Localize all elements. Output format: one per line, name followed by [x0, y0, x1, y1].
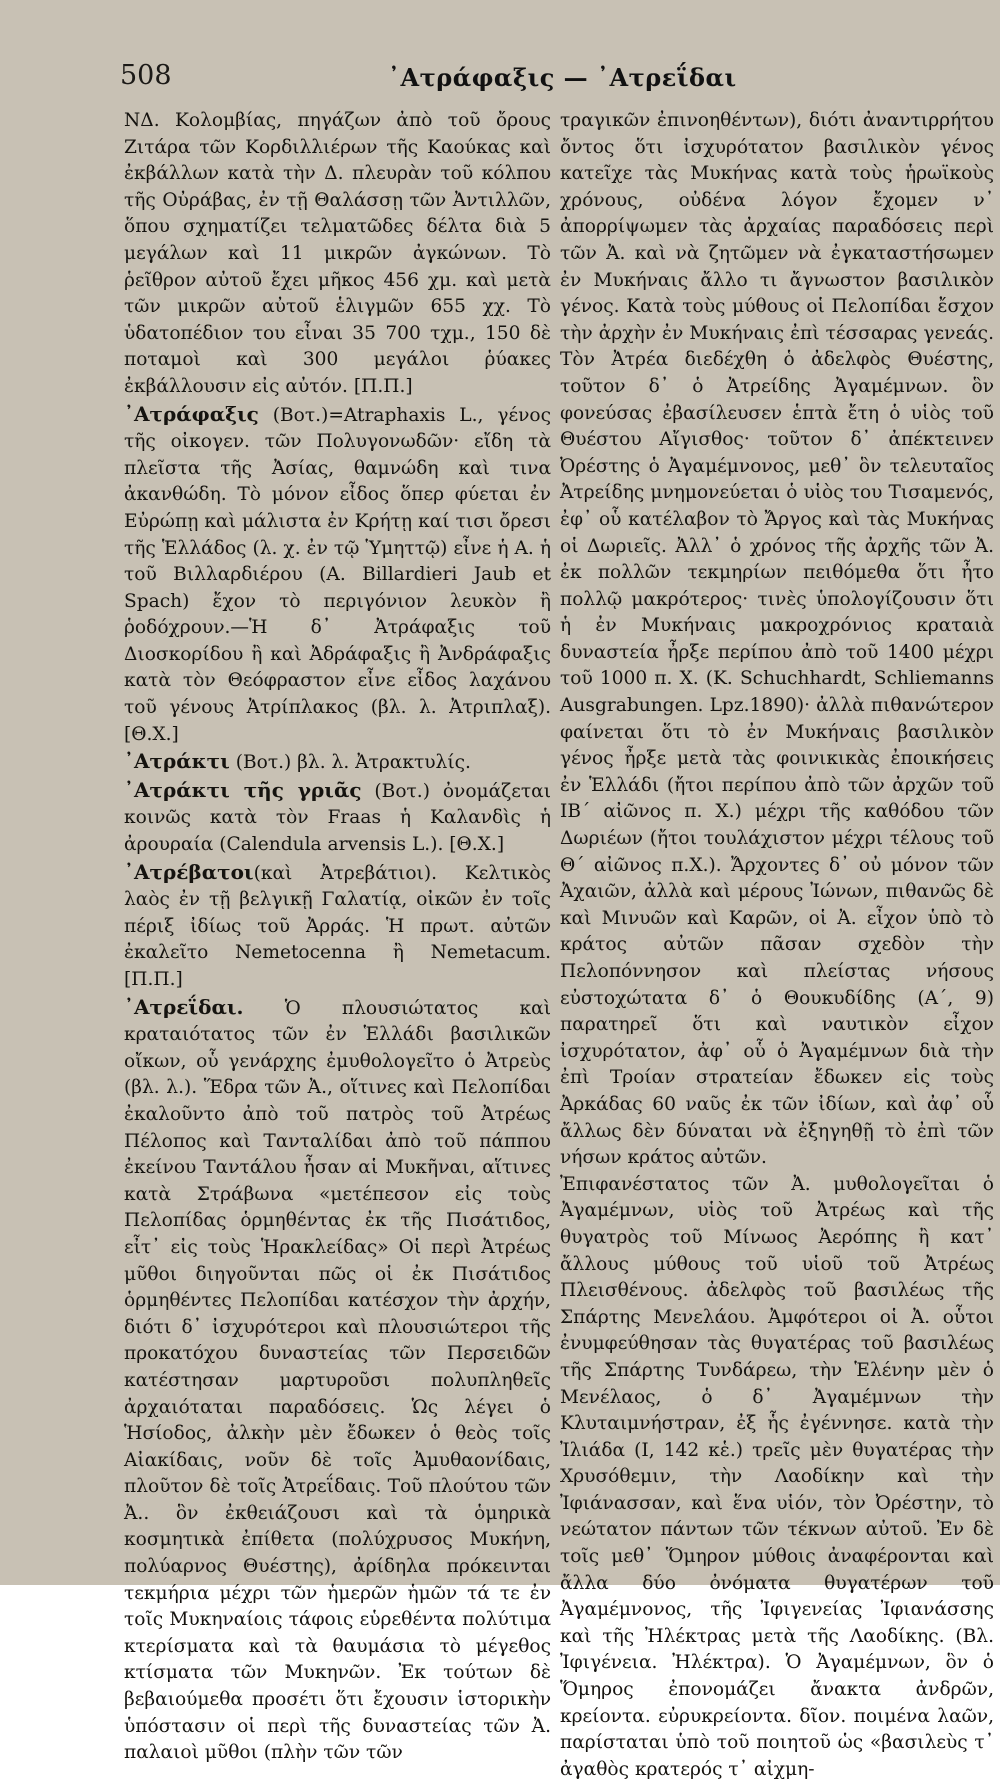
entry-atrakti-tis-grias: [124, 777, 551, 859]
entry-continuation: ΝΔ. Κολομβίας, πηγάζων ἀπὸ τοῦ ὄρους Ζιτάρα τῶν Κορδιλλιέρων τῆς Καούκας καὶ ἐκβάλλων κατὰ τὴν Δ. πλευρὰν τοῦ κόλπου τῆς Οὐράβας, ἐν τῇ Θαλάσσῃ τῶν Ἀντιλλῶν, ὅπου σχηματίζει τελματῶδες δέλτα διὰ 5 μεγάλων καὶ 11 μικρῶν ἀγκώνων. Τὸ ῥεῖθρον αὐτοῦ ἔχει μῆκος 456 χμ. καὶ μετὰ τῶν μικρῶν αὐτοῦ ἑλιγμῶν 655 χχ. Τὸ ὑδατοπέδιον του εἶναι 35 700 τχμ., 150 δὲ ποταμοὶ καὶ 300 μεγάλοι ῥύακες ἐκβάλλουσιν εἰς αὐτόν. [Π.Π.]: [124, 110, 551, 397]
page-header: [120, 60, 910, 94]
paragraph: Ἐπιφανέστατος τῶν Ἀ. μυθολογεῖται ὁ Ἀγαμέμνων, υἱὸς τοῦ Ἀτρέως καὶ τῆς θυγατρὸς τοῦ Μίνωος Ἀερόπης ἢ κατ᾽ ἄλλους μύθους τοῦ υἱοῦ τοῦ Ἀτρέως Πλεισθένους. ἀδελφὸς τοῦ βασιλέως τῆς Σπάρτης Μενελάου. Ἀμφότεροι οἱ Ἀ. οὗτοι ἐνυμφεύθησαν τὰς θυγατέρας τοῦ βασιλέως τῆς Σπάρτης Τυνδάρεω, τὴν Ἑλένην μὲν ὁ Μενέλαος, ὁ δ᾽ Ἀγαμέμνων τὴν Κλυταιμνήστραν, ἐξ ἧς ἐγέννησε. κατὰ τὴν Ἰλιάδα (Ι, 142 κἑ.) τρεῖς μὲν θυγατέρας τὴν Χρυσόθεμιν, τὴν Λαοδίκην καὶ τὴν Ἰφιάνασσαν, καὶ ἕνα υἱόν, τὸν Ὀρέστην, τὸ νεώτατον πάντων τῶν τέκνων αὐτοῦ. Ἐν δὲ τοῖς μεθ᾽ Ὅμηρον μύθοις ἀναφέρονται καὶ ἄλλα δύο ὀνόματα θυγατέρων τοῦ Ἀγαμέμνονος, τῆς Ἰφιγενείας Ἰφιανάσσης καὶ τῆς Ἠλέκτρας μετὰ τῆς Λαοδίκης. (Βλ. Ἰφιγένεια. Ἠλέκτρα). Ὁ Ἀγαμέμνων, ὃν ὁ Ὅμηρος ἐπονομάζει ἄνακτα ἀνδρῶν, κρείοντα. εὐρυκρείοντα. δῖον. ποιμένα λαῶν, παρίσταται ὑπὸ τοῦ ποιητοῦ ὡς «βασιλεὺς τ᾽ ἀγαθὸς κρατερός τ᾽ αἰχμη-: [560, 1173, 994, 1780]
right-column: [560, 108, 994, 1783]
entry-headword: ᾿Ατρέβατοι: [124, 859, 254, 884]
entry-headword: ᾿Ατράκτι: [124, 749, 230, 774]
entry-atreidai: [124, 994, 551, 1767]
entry-body: Ὁ πλουσιώτατος καὶ κραταιότατος τῶν ἐν Ἑλλάδι βασιλικῶν οἴκων, οὗ γενάρχης ἐμυθολογεῖτο ὁ Ἀτρεὺς (βλ. λ.). Ἕδρα τῶν Ἀ., οἵτινες καὶ Πελοπίδαι ἐκαλοῦντο ἀπὸ τοῦ πατρὸς τοῦ Ἀτρέως Πέλοπος καὶ Τανταλίδαι ἀπὸ τοῦ πάππου ἐκείνου Ταντάλου ἦσαν αἱ Μυκῆναι, αἵτινες κατὰ Στράβωνα «μετέπεσον εἰς τοὺς Πελοπίδας ὁρμηθέντας ἐκ τῆς Πισάτιδος, εἶτ᾽ εἰς τοὺς Ἡρακλείδας» Οἱ περὶ Ἀτρέως μῦθοι διηγοῦνται πῶς οἱ ἐκ Πισάτιδος ὁρμηθέντες Πελοπίδαι κατέσχον τὴν ἀρχήν, διότι δ᾽ ἰσχυρότεροι καὶ πλουσιώτεροι τῆς προκατόχου δυναστείας τῶν Περσειδῶν κατέστησαν μαρτυροῦσι πολυπληθεῖς ἀρχαιόταται παραδόσεις. Ὡς λέγει ὁ Ἡσίοδος, ἀλκὴν μὲν ἔδωκεν ὁ θεὸς τοῖς Αἰακίδαις, νοῦν δὲ τοῖς Ἀμυθαονίδαις, πλοῦτον δὲ τοῖς Ἀτρεΐδαις. Τοῦ πλούτου τῶν Ἀ.. ὃν ἐκθειάζουσι καὶ τὰ ὁμηρικὰ κοσμητικὰ ἐπίθετα (πολύχρυσος Μυκήνη, πολύαρνος Θυέστης), ἀρίδηλα πρόκεινται τεκμήρια μέχρι τῶν ἡμερῶν ἡμῶν τά τε ἐν τοῖς Μυκηναίοις τάφοις εὑρεθέντα πολύτιμα κτερίσματα καὶ τὰ θαυμάσια τὸ μέγεθος κτίσματα τῶν Μυκηνῶν. Ἐκ τούτων δὲ βεβαιούμεθα προσέτι ὅτι ἔχουσιν ἱστορικὴν ὑπόστασιν οἱ περὶ τῆς δυναστείας τῶν Ἀ. παλαιοὶ μῦθοι (πλὴν τῶν τῶν: [124, 997, 551, 1764]
entry-atrebatoi: [124, 859, 551, 994]
entry-atraphaxis: [124, 401, 551, 749]
entry-body: (Βοτ.) ὀνομάζεται κοινῶς κατὰ τὸν Fraas ἡ Καλανδὶς ἡ ἀρουραία (Calendula arvensis L.). [Θ.Χ.]: [124, 780, 551, 856]
page-number: 508: [120, 60, 172, 91]
entry-headword: ᾿Ατράκτι τῆς γριᾶς: [124, 777, 362, 802]
entry-headword: ᾿Ατρεΐδαι.: [124, 994, 244, 1019]
running-title: ᾿Ατράφαξις — ᾿Ατρεΐδαι: [388, 63, 737, 92]
entry-headword: ᾿Ατράφαξις: [124, 401, 259, 426]
entry-body: (Βοτ.) βλ. λ. Ἀτρακτυλίς.: [229, 752, 471, 774]
entry-atrakti: [124, 748, 551, 777]
entry-body: (καὶ Ἀτρεβάτιοι). Κελτικὸς λαὸς ἐν τῇ βελγικῇ Γαλατίᾳ, οἰκῶν ἐν τοῖς πέριξ ἰδίως τοῦ Ἀρράς. Ἡ πρωτ. αὐτῶν ἐκαλεῖτο Nemetocenna ἢ Nemetacum. [Π.Π.]: [124, 862, 551, 990]
left-column: [124, 108, 551, 1767]
paragraph: τραγικῶν ἐπινοηθέντων), διότι ἀναντιρρήτου ὄντος ὅτι ἰσχυρότατον βασιλικὸν γένος κατεῖχε τὰς Μυκήνας κατὰ τοὺς ἡρωϊκοὺς χρόνους, οὐδένα λόγον ἔχομεν ν᾽ ἀπορρίψωμεν τὰς ἀρχαίας παραδόσεις περὶ τῶν Ἀ. καὶ νὰ ζητῶμεν νὰ ἐγκαταστήσωμεν ἐν Μυκήναις ἄλλο τι ἄγνωστον βασιλικὸν γένος. Κατὰ τοὺς μύθους οἱ Πελοπίδαι ἔσχον τὴν ἀρχὴν ἐν Μυκήναις ἐπὶ τέσσαρας γενεάς. Τὸν Ἀτρέα διεδέχθη ὁ ἀδελφὸς Θυέστης, τοῦτον δ᾽ ὁ Ἀτρείδης Ἀγαμέμνων. ὃν φονεύσας ἐβασίλευσεν ἑπτὰ ἔτη ὁ υἱὸς τοῦ Θυέστου Αἴγισθος· τοῦτον δ᾽ ἀπέκτεινεν Ὀρέστης ὁ Ἀγαμέμνονος, μεθ᾽ ὃν τελευταῖος Ἀτρείδης μνημονεύεται ὁ υἱὸς του Τισαμενός, ἐφ᾽ οὗ κατέλαβον τὸ Ἄργος καὶ τὰς Μυκήνας οἱ Δωριεῖς. Ἀλλ᾽ ὁ χρόνος τῆς ἀρχῆς τῶν Ἀ. ἐκ πολλῶν τεκμηρίων πειθόμεθα ὅτι ἦτο πολλῷ μακρότερος· τινὲς ὑπολογίζουσιν ὅτι ἡ ἐν Μυκήναις μακροχρόνιος κραταιὰ δυναστεία ἦρξε περίπου ἀπὸ τοῦ 1400 μέχρι τοῦ 1000 π. Χ. (K. Schuchhardt, Schliemanns Ausgrabungen. Lpz.1890)· ἀλλὰ πιθανώτερον φαίνεται ὅτι τὸ ἐν Μυκήναις βασιλικὸν γένος ἦρξε μετὰ τὰς φοινικικὰς ἐποικήσεις ἐν Ἑλλάδι (ἤτοι περίπου ἀπὸ τῶν ἀρχῶν τοῦ ΙΒ΄ αἰῶνος π. Χ.) μέχρι τῆς καθόδου τῶν Δωριέων (ἤτοι τουλάχιστον μέχρι τέλους τοῦ Θ΄ αἰῶνος π.Χ.). Ἄρχοντες δ᾽ οὐ μόνον τῶν Ἀχαιῶν, ἀλλὰ καὶ μέρους Ἰώνων, πιθανῶς δὲ καὶ Μινυῶν καὶ Καρῶν, οἱ Ἀ. εἶχον ὑπὸ τὸ κράτος αὐτῶν πᾶσαν σχεδὸν τὴν Πελοπόννησον καὶ πλείστας νήσους εὐστοχώτατα δ᾽ ὁ Θουκυδίδης (Α΄, 9) παρατηρεῖ ὅτι καὶ ναυτικὸν εἶχον ἰσχυρότατον, ἀφ᾽ οὗ ὁ Ἀγαμέμνων διὰ τὴν ἐπὶ Τροίαν στρατείαν ἔδωκεν εἰς τοὺς Ἀρκάδας 60 ναῦς ἐκ τῶν ἰδίων, καὶ ἀφ᾽ οὗ ἄλλως δὲν δύναται νὰ ἐξηγηθῇ τὸ ἐπὶ τῶν νήσων κράτος αὐτῶν.: [560, 110, 994, 1169]
entry-body: (Βοτ.)=Atraphaxis L., γένος τῆς οἰκογεν. τῶν Πολυγονωδῶν· εἴδη τὰ πλεῖστα τῆς Ἀσίας, θαμνώδη καὶ τινα ἀκανθώδη. Τὸ μόνον εἶδος ὅπερ φύεται ἐν Εὐρώπῃ καὶ μάλιστα ἐν Κρήτῃ καί τισι ὄρεσι τῆς Ἑλλάδος (λ. χ. ἐν τῷ Ὑμηττῷ) εἶνε ἡ Α. ἡ τοῦ Βιλλαρδιέρου (A. Billardieri Jaub et Spach) ἔχον τὸ περιγόνιον λευκὸν ἢ ῥοδόχρουν.—Ἡ δ᾽ Ἀτράφαξις τοῦ Διοσκορίδου ἢ καὶ Ἀδράφαξις ἢ Ἀνδράφαξις κατὰ τὸν Θεόφραστον εἶνε εἶδος λαχάνου τοῦ γένους Ἀτρίπλακος (βλ. λ. Ἀτριπλαξ). [Θ.Χ.]: [124, 404, 551, 745]
